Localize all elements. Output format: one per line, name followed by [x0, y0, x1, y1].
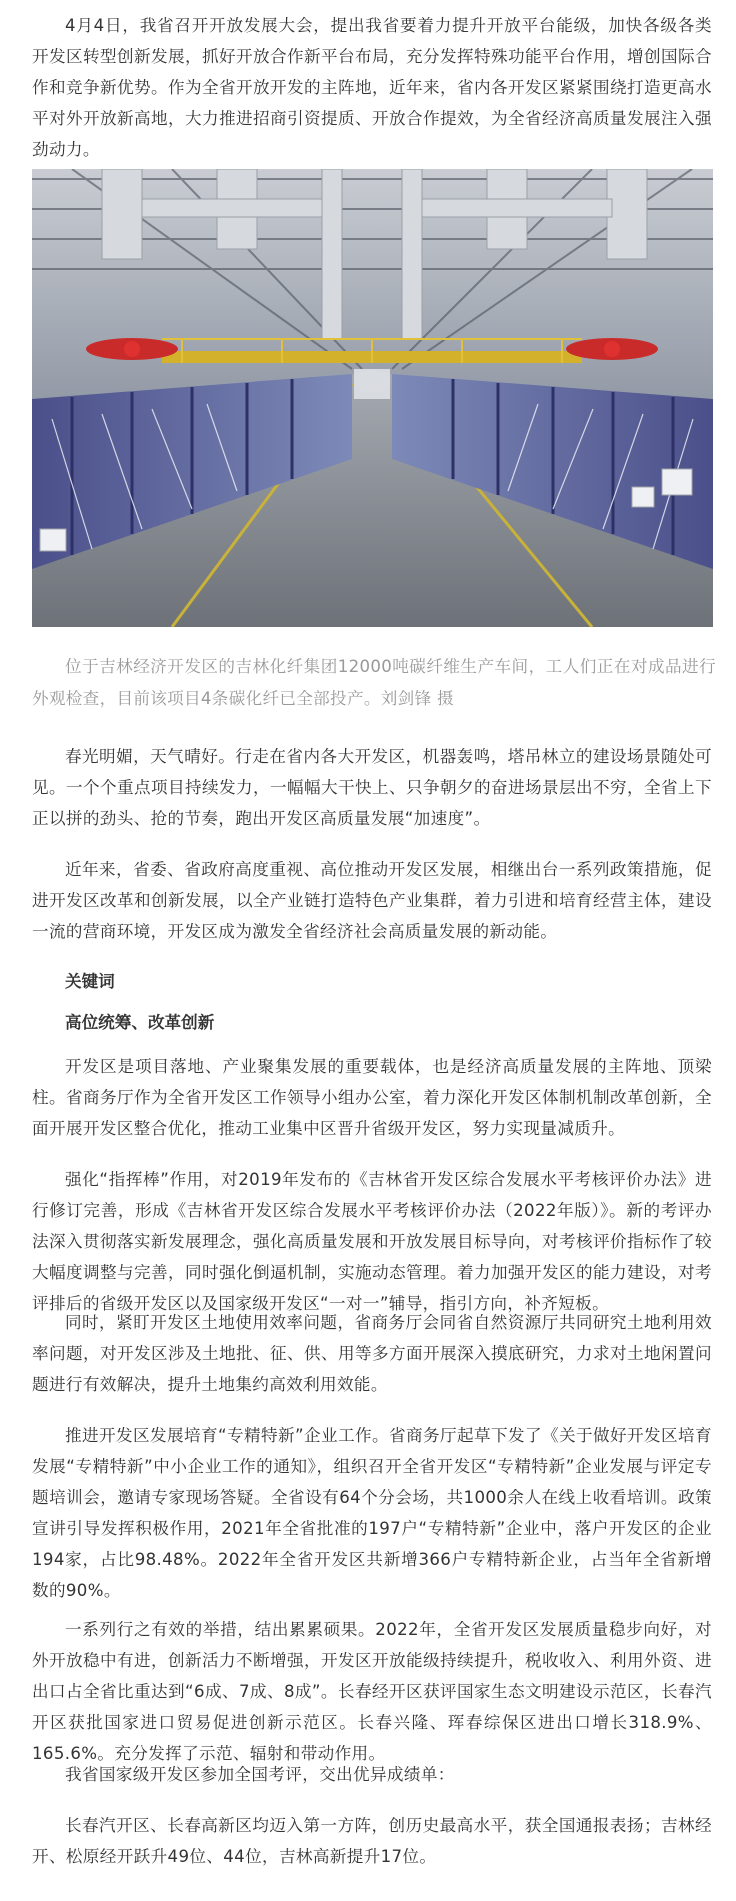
paragraph-national-review: 我省国家级开发区参加全国考评，交出优异成绩单：: [65, 1765, 455, 1784]
paragraph-carrier: 开发区是项目落地、产业聚集发展的重要载体，也是经济高质量发展的主阵地、顶梁柱。省商务厅作为全省开发区工作领导小组办公室，着力深化开发区体制机制改革创新，全面开展开发区整合优化，推动工业集中区晋升省级开发区，努力实现量减质升。: [32, 1057, 712, 1138]
paragraph-spring: 春光明媚，天气晴好。行走在省内各大开发区，机器轰鸣，塔吊林立的建设场景随处可见。一个个重点项目持续发力，一幅幅大干快上、只争朝夕的奋进场景层出不穷，全省上下正以拼的劲头、抢的节奏，跑出开发区高质量发展“加速度”。: [32, 747, 712, 828]
paragraph-land-use: 同时，紧盯开发区土地使用效率问题，省商务厅会同省自然资源厅共同研究土地利用效率问题，对开发区涉及土地批、征、供、用等多方面开展深入摸底研究，力求对土地闲置问题进行有效解决，提升土地集约高效利用效能。: [32, 1313, 712, 1394]
paragraph-specialized: 推进开发区发展培育“专精特新”企业工作。省商务厅起草下发了《关于做好开发区培育发展“专精特新”中小企业工作的通知》，组织召开全省开发区“专精特新”企业发展与评定专题培训会，邀请专家现场答疑。全省设有64个分会场，共1000余人在线上收看培训。政策宣讲引导发挥积极作用，2021年全省批准的197户“专精特新”企业中，落户开发区的企业194家，占比98.48%。2022年全省开发区共新增366户专精特新企业，占当年全省新增数的90%。: [32, 1426, 712, 1600]
factory-photo: [32, 169, 713, 627]
photo-caption: 位于吉林经济开发区的吉林化纤集团12000吨碳纤维生产车间，工人们正在对成品进行外观检查，目前该项目4条碳化纤已全部投产。刘剑锋 摄: [32, 657, 716, 708]
paragraph-baton: 强化“指挥棒”作用，对2019年发布的《吉林省开发区综合发展水平考核评价办法》进行修订完善，形成《吉林省开发区综合发展水平考核评价办法（2022年版）》。新的考评办法深入贯彻落实新发展理念，强化高质量发展和开放发展目标导向，对考核评价指标作了较大幅度调整与完善，同时强化倒逼机制，实施动态管理。着力加强开发区的能力建设，对考评排后的省级开发区以及国家级开发区“一对一”辅导，指引方向，补齐短板。: [32, 1170, 712, 1313]
paragraph-results: 一系列行之有效的举措，结出累累硕果。2022年，全省开发区发展质量稳步向好，对外开放稳中有进，创新活力不断增强，开发区开放能级持续提升，税收收入、利用外资、进出口占全省比重达到“6成、7成、8成”。长春经开区获评国家生态文明建设示范区，长春汽开区获批国家进口贸易促进创新示范区。长春兴隆、珲春综保区进出口增长318.9%、165.6%。充分发挥了示范、辐射和带动作用。: [32, 1620, 712, 1763]
paragraph-recent-years: 近年来，省委、省政府高度重视、高位推动开发区发展，相继出台一系列政策措施，促进开发区改革和创新发展，以全产业链打造特色产业集群，着力引进和培育经营主体，建设一流的营商环境，开发区成为激发全省经济社会高质量发展的新动能。: [32, 860, 712, 941]
heading-keywords: 关键词: [65, 972, 115, 991]
heading-section: 高位统筹、改革创新: [65, 1013, 215, 1032]
paragraph-intro: 4月4日，我省召开开放发展大会，提出我省要着力提升开放平台能级，加快各级各类开发区转型创新发展，抓好开放合作新平台布局，充分发挥特殊功能平台作用，增创国际合作和竞争新优势。作为全省开放开发的主阵地，近年来，省内各开发区紧紧围绕打造更高水平对外开放新高地，大力推进招商引资提质、开放合作提效，为全省经济高质量发展注入强劲动力。: [32, 16, 712, 159]
paragraph-rankings: 长春汽开区、长春高新区均迈入第一方阵，创历史最高水平，获全国通报表扬；吉林经开、松原经开跃升49位、44位，吉林高新提升17位。: [32, 1816, 712, 1866]
